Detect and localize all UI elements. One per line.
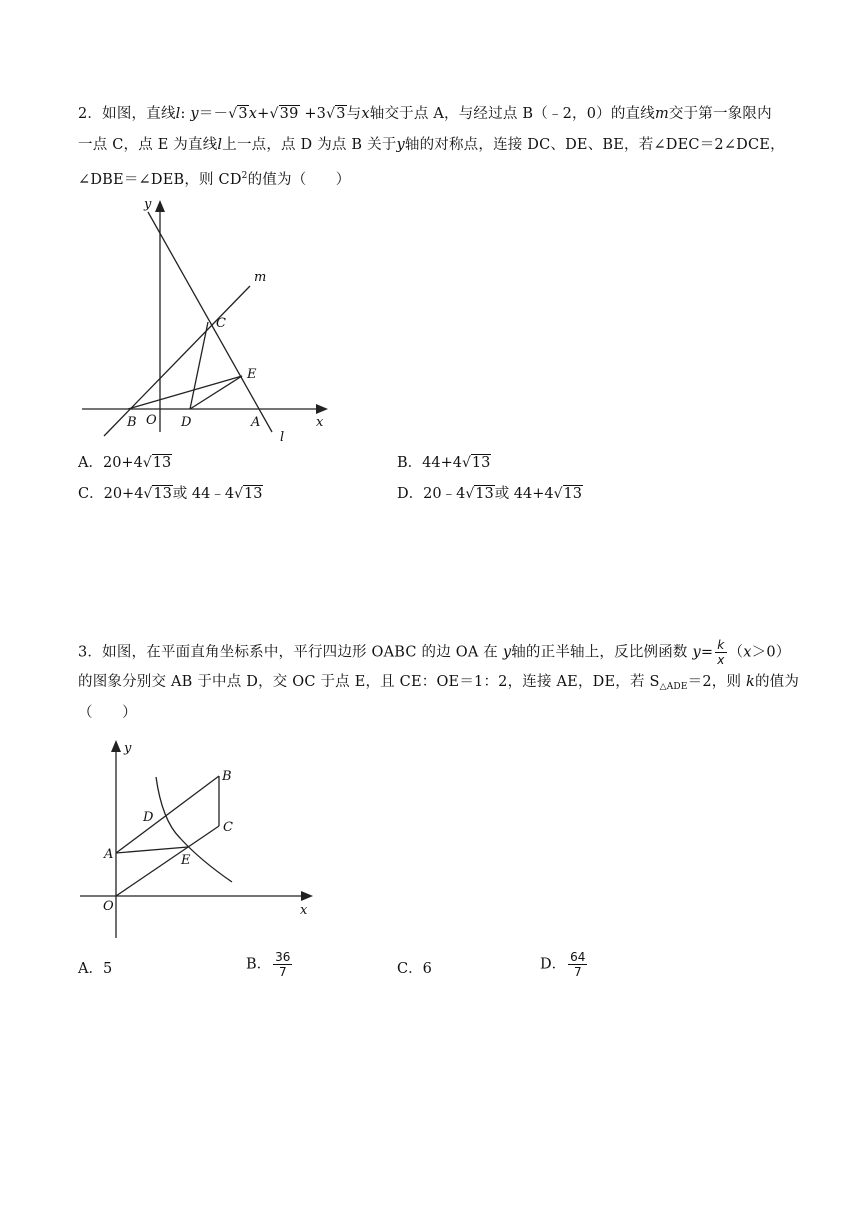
q2-line-3: ∠DBE＝∠DEB，则 $CD^2$的值为（ ） [78,171,351,188]
q3-line-2: 的图象分别交 AB 于中点 D，交 OC 于点 E，且 CE：OE＝1：2，连接 AE，DE，若 $S_{\triangle ADE}=2$，则 k的值为 [78,674,800,692]
q3-line-1: 3．如图，在平面直角坐标系中，平行四边形 OABC 的边 OA 在 y轴的正半轴上，反比例函数 y= $\frac{k}{x}$ （x＞0） [78,638,791,667]
q3-label-C: C [223,820,233,835]
q2-segment-DC [190,322,208,409]
q2-line-l [148,212,272,432]
q2-label-D: D [181,415,192,430]
q2-label-A: A [251,415,261,430]
q2-option-D[interactable]: D．20﹣4√13或 44+4√13 [397,486,582,502]
q2-label-y: y [144,197,152,212]
q3-option-C[interactable]: C．6 [397,961,432,977]
q2-figure [78,195,338,445]
q2-y-axis-arrow [155,200,165,212]
q3-option-A[interactable]: A．5 [78,961,113,977]
q3-option-D[interactable]: D． $\frac{64}{7}$ [540,950,586,979]
sqrt-39: √39 [269,106,299,122]
q3-segment-AB [116,776,219,853]
q2-line-2: 一点 C，点 E 为直线l上一点，点 D 为点 B 关于y轴的对称点，连接 DC、DE、BE，若∠DEC＝2∠DCE， [78,137,785,153]
q3-label-B: B [222,769,232,784]
q2-line-m [104,286,250,436]
q3-segment-AE [116,847,188,853]
q3-x-axis-arrow [301,891,313,901]
q3-hyperbola [156,777,232,882]
q2-label-x: x [316,415,324,430]
q3-option-B[interactable]: B． $\frac{36}{7}$ [246,950,291,979]
q3-label-E: E [181,853,191,868]
q2-number: 2． [78,106,103,122]
sqrt-3: √3 [228,106,248,122]
q2-label-E: E [247,367,257,382]
sqrt-3b: √3 [326,106,346,122]
q3-label-D: D [143,810,154,825]
q3-y-axis-arrow [111,740,121,752]
q2-option-B[interactable]: B．44+4√13 [397,455,491,471]
q3-line-3: （ ） [78,705,137,721]
q2-label-O: O [146,413,157,428]
q3-label-A: A [104,847,114,862]
q2-line-1: 2．如图，直线l: y＝－√3x+√39 +3√3与x轴交于点 A，与经过点 B（﹣2，0）的直线m交于第一象限内 [78,106,772,122]
q2-segment-BE [128,376,242,409]
q3-figure [78,735,328,945]
q3-label-y: y [124,741,132,756]
q3-fraction-k-over-x: $\frac{k}{x}$ [717,638,725,667]
q2-label-m: m [254,270,267,285]
q2-label-C: C [216,316,226,331]
q2-segment-DE [190,376,242,409]
q3-number: 3． [78,644,103,661]
q3-label-O: O [103,899,114,914]
q2-label-l: l [280,430,285,445]
q2-x-axis-arrow [316,404,328,414]
q2-label-B: B [127,415,137,430]
q2-option-A[interactable]: A．20+4√13 [78,455,172,471]
q2-option-C[interactable]: C．20+4√13或 44﹣4√13 [78,486,263,502]
q3-label-x: x [300,903,308,918]
